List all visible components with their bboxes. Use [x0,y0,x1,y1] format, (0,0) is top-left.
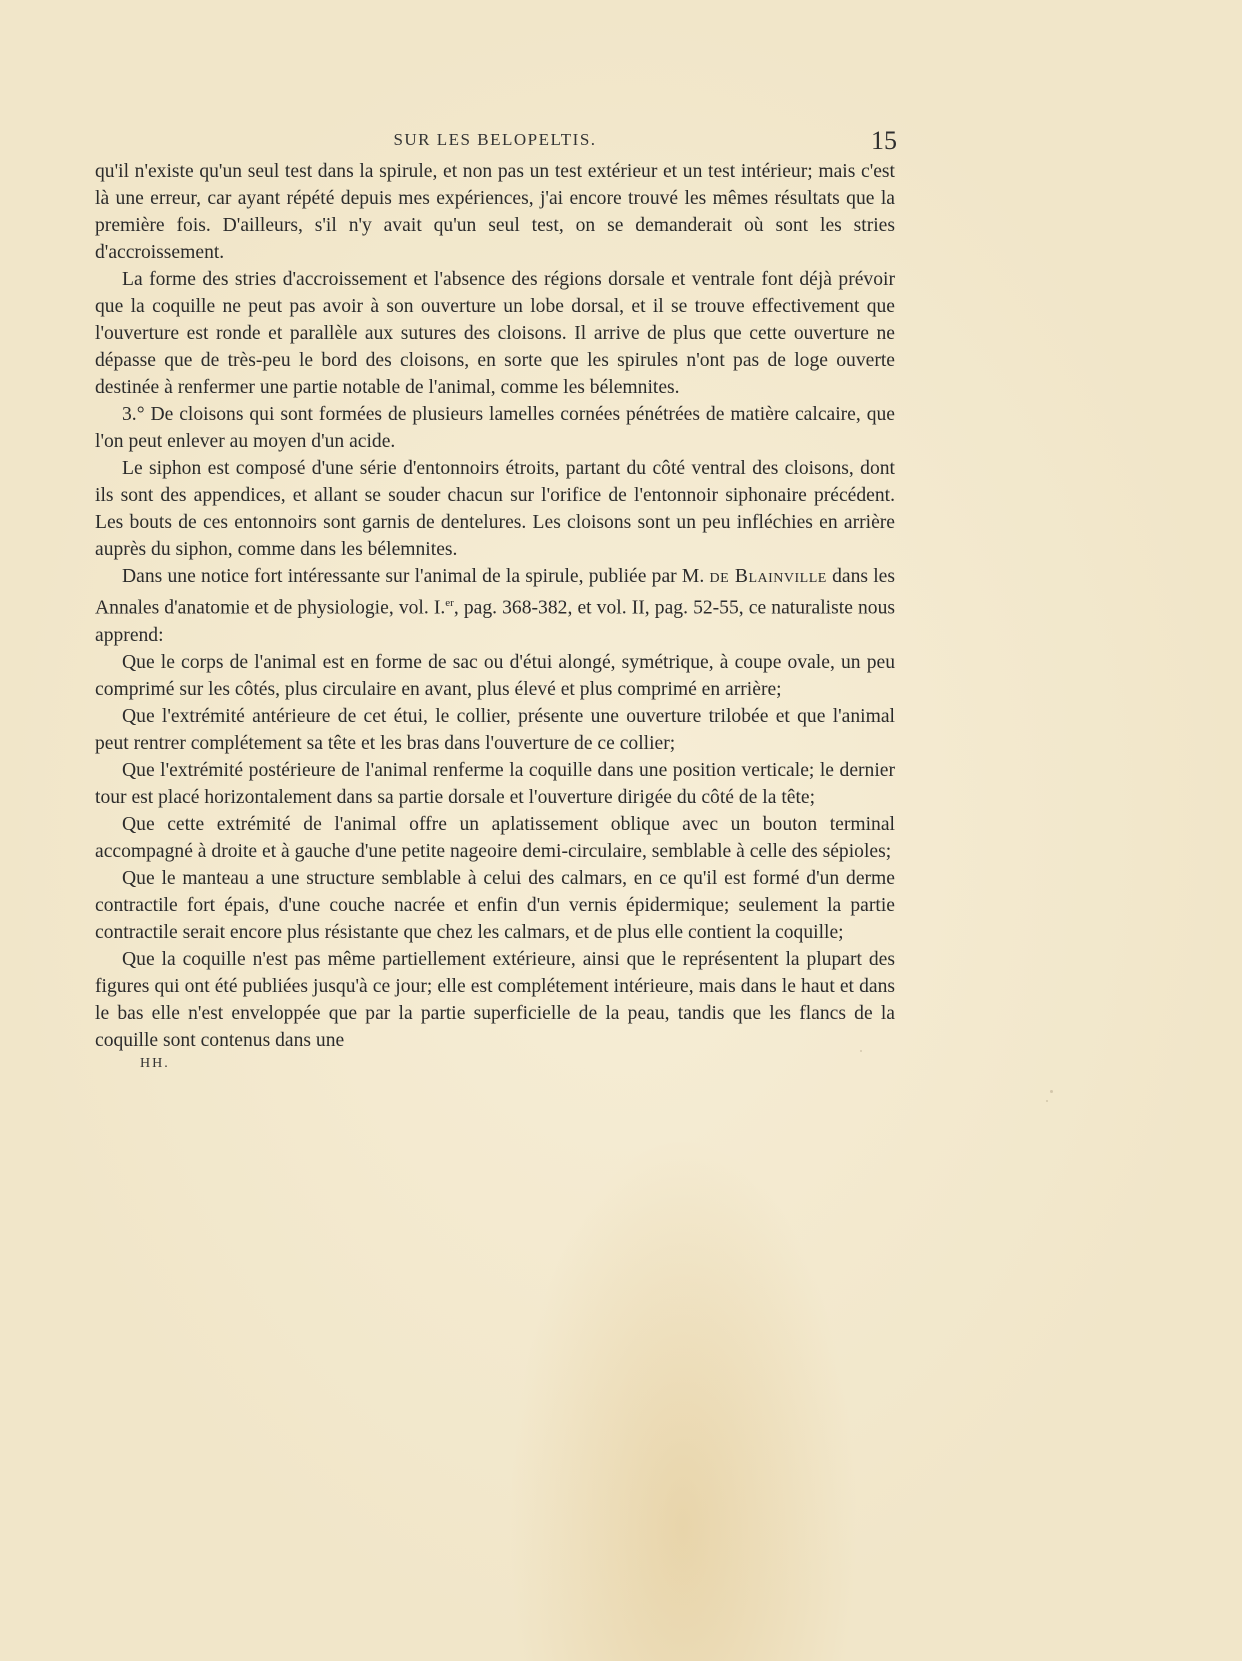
paragraph: Le siphon est composé d'une série d'entonnoirs étroits, partant du côté ventral des cloisons, dont ils sont des appendices, et allant se souder chacun sur l'orifice de l'entonnoir siphonaire précédent. Les bouts de ces entonnoirs sont garnis de dentelures. Les cloisons sont un peu infléchies en arrière auprès du siphon, comme dans les bélemnites. [95,458,895,560]
notice-text-part2: dans les Annales d'anatomie et de physiologie, vol. I. [95,566,895,619]
paper-speck [1050,1090,1053,1093]
body-text [95,158,895,1054]
paper-speck [1046,1100,1048,1102]
paragraph: Que la coquille n'est pas même partiellement extérieure, ainsi que le représentent la plupart des figures qui ont été publiées jusqu'à ce jour; elle est complétement intérieure, mais dans le haut et dans le bas elle n'est enveloppée que par la partie superficielle de la peau, tandis que les flancs de la coquille sont contenus dans une [95,948,895,1051]
paper-speck [860,1050,862,1052]
signature-mark: HH. [140,1055,170,1071]
paragraph: qu'il n'existe qu'un seul test dans la spirule, et non pas un test extérieur et un test intérieur; mais c'est là une erreur, car ayant répété depuis mes expériences, j'ai encore trouvé les mêmes résultats que la première fois. D'ailleurs, s'il n'y avait qu'un seul test, on se demanderait où sont les stries d'accroissement. [95,161,895,263]
page-number: 15 [871,126,897,155]
book-page [95,128,895,1074]
paragraph: Que l'extrémité postérieure de l'animal renferme la coquille dans une position verticale; le dernier tour est placé horizontalement dans sa partie dorsale et l'ouverture dirigée du côté de la tête; [95,759,895,808]
paragraph: Que le corps de l'animal est en forme de sac ou d'étui alongé, symétrique, à coupe ovale, un peu comprimé sur les côtés, plus circulaire en avant, plus élevé et plus comprimé en arrière; [95,651,895,700]
author-name: de Blainville [709,566,827,587]
running-title: SUR LES BELOPELTIS. [393,130,597,149]
paragraph-notice [95,563,895,649]
notice-text-part1: Dans une notice fort intéressante sur l'animal de la spirule, publiée par M. [122,566,710,587]
paragraph: 3.° De cloisons qui sont formées de plusieurs lamelles cornées pénétrées de matière calcaire, que l'on peut enlever au moyen d'un acide. [95,404,895,452]
paragraph: Que cette extrémité de l'animal offre un aplatissement oblique avec un bouton terminal accompagné à droite et à gauche d'une petite nageoire demi-circulaire, semblable à celle des sépioles; [95,813,895,862]
paragraph: La forme des stries d'accroissement et l'absence des régions dorsale et ventrale font déjà prévoir que la coquille ne peut pas avoir à son ouverture un lobe dorsal, et il se trouve effectivement que l'ouverture est ronde et parallèle aux sutures des cloisons. Il arrive de plus que cette ouverture ne dépasse que de très-peu le bord des cloisons, en sorte que les spirules n'ont pas de loge ouverte destinée à renfermer une partie notable de l'animal, comme les bélemnites. [95,269,895,398]
paragraph: Que l'extrémité antérieure de cet étui, le collier, présente une ouverture trilobée et que l'animal peut rentrer complétement sa tête et les bras dans l'ouverture de ce collier; [95,705,895,754]
paragraph: Que le manteau a une structure semblable à celui des calmars, en ce qu'il est formé d'un derme contractile fort épais, d'une couche nacrée et enfin d'un vernis épidermique; seulement la partie contractile serait encore plus résistante que chez les calmars, et de plus elle contient la coquille; [95,867,895,943]
running-head [95,128,895,158]
superscript: er [445,597,454,609]
notice-text-part3: , pag. 368-382, et vol. II, pag. 52-55, ce naturaliste nous apprend: [95,597,896,646]
